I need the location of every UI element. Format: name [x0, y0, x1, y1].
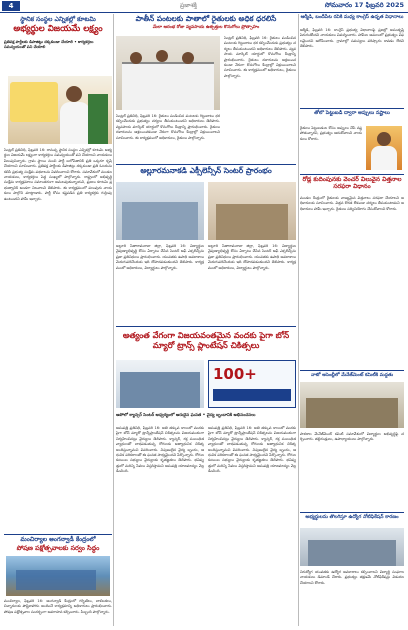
- feature-body-right: ఆసుపత్రి ప్రతినిధి, ఫిబ్రవరి 16: అతి తక్కువ కాలంలో వందకు పైగా బోన్ మ్యారో ట్రాన్స్‌ప్లాంటేషన్ చికిత్సలను విజయవంతంగా నిర్వహించినట్లు వైద్యులు తెలిపారు. క్యాన్సర్, రక్త సంబంధిత వ్యాధులతో బాధపడుతున్న రోగులకు అత్యాధునిక చికిత్స అందిస్తున్నామని వివరించారు. నిపుణులైన వైద్య బృందం, ఆధునిక పరికరాలతో ఈ ఘనత సాధ్యమైందని పేర్కొన్నారు. రోగుల కుటుంబ సభ్యులు వైద్యులకు కృతజ్ఞతలు తెలిపారు. భవిష్యత్తులో మరిన్ని సేవలు విస్తరిస్తామని ఆసుపత్రి యాజమాన్యం వెల్లడించింది.: [208, 426, 296, 474]
- right-second-headline: తోలొ పెట్టుబడి ద్వారా అప్పులు నష్టాలు: [314, 110, 390, 116]
- right-fifth-photo: [300, 528, 404, 566]
- lead-deck: ప్రతిపక్ష పార్టీలకు డిపాజిట్లు దక్కకుండా చేయాలి • కార్యకర్తలు సమన్వయంతో పని చేయాలి: [4, 39, 94, 49]
- person-head: [130, 52, 142, 64]
- top-deck: మేలా ఆరంభ రోజు వ్యవసాయ ఉత్పత్తుల కొనుగోలు ప్రోత్సాహం: [152, 25, 260, 30]
- top-body-right: సెంట్రల్ ప్రతినిధి, ఫిబ్రవరి 16: రైతులు పండించిన పంటలకు గిట్టుబాటు ధర కల్పించేందుకు ప్రభుత్వం చర్యలు తీసుకుంటుందని అధికారులు తెలిపారు. వ్యవసాయ మార్కెట్ యార్డులో కొనుగోలు కేంద్రాన్ని ప్రారంభించారు. రైతులు దళారులను ఆశ్రయించకుండా నేరుగా కొనుగోలు కేంద్రాల్లో విక్రయించాలని సూచించారు. ఈ కార్యక్రమంలో అధికారులు, రైతులు పాల్గొన్నారు.: [224, 36, 296, 78]
- lead-photo: [8, 76, 112, 144]
- portrait-photo: [366, 126, 402, 170]
- flag-graphic: [88, 94, 108, 144]
- brand-name: ప్రజాశక్తి: [180, 2, 197, 9]
- feature-banner-number: 100+: [213, 365, 257, 383]
- people-group: [122, 62, 214, 110]
- right-second-body: రైతులు పెట్టుబడుల కోసం అప్పులు చేసి నష్టపోతున్నారని, ప్రభుత్వం ఆదుకోవాలని నాయకులు కోరారు.: [300, 126, 362, 141]
- second-photo: [6, 556, 110, 596]
- middle-column: [116, 14, 296, 626]
- people-group: [122, 202, 198, 240]
- right-top-headline: ఆర్మీడి, బందీపేట రవికి మధ్య కాంగ్రెస్ ఉధృత విధానాలు: [300, 15, 404, 20]
- people-group: [306, 398, 398, 428]
- divider: [300, 370, 404, 371]
- poster-graphic: [10, 82, 58, 122]
- feature-headline: అత్యంత వేగంగా విజయవంతమైన వందకు పైగా బోన్ మ్యారో ట్రాన్స్ ప్లాంటేషన్ చికిత్సలు: [122, 330, 290, 350]
- right-column: [300, 14, 404, 626]
- lead-headline: అభ్యర్థుల విజయమే లక్ష్యం: [13, 24, 103, 34]
- lead-body: సెంట్రల్ ప్రతినిధి, ఫిబ్రవరి 16: రానున్న స్థానిక సంస్థల ఎన్నికల్లో కూటమి అభ్యర్థుల విజయమే లక్ష్యంగా కార్యకర్తలు సమన్వయంతో పని చేయాలని నాయకులు పిలుపునిచ్చారు. గ్రామ స్థాయి నుంచి పార్టీ బలోపేతానికి ప్రతి ఒక్కరూ కృషి చేయాలని సూచించారు. ప్రతిపక్ష పార్టీలకు డిపాజిట్లు దక్కకుండా ప్రతి ఓటరును కలిసి ప్రభుత్వ సంక్షేమ పథకాలను వివరించాలని కోరారు. సమావేశంలో మండల నాయకులు, కార్యకర్తలు పెద్ద సంఖ్యలో పాల్గొన్నారు. రాష్ట్రంలో అభివృద్ధి సంక్షేమ కార్యక్రమాలు సమాంతరంగా అమలవుతున్నాయని, ప్రజలు కూటమి ప్రభుత్వానికి అండగా నిలవాలని తెలిపారు. ఈ కార్యక్రమంలో పలువురు నాయకులు పాల్గొని మాట్లాడారు. పార్టీ కోసం కష్టపడిన ప్రతి కార్యకర్తకు గుర్తింపు ఉంటుందని హామీ ఇచ్చారు.: [4, 148, 112, 201]
- column-rule: [298, 14, 299, 626]
- person-body: [60, 102, 90, 144]
- right-fourth-headline: నాటో అసెంబ్లీలో మేనేజ్‌మెంట్ కమిటీకి మద్దతు: [310, 373, 394, 378]
- page-header: [0, 0, 408, 13]
- mid-body: అల్లూరి సీతారామరాజు జిల్లా, ఫిబ్రవరి 16: విద్యార్థుల నైపుణ్యాభివృద్ధి కోసం ఏర్పాటు చేసిన సెంటర్ ఆఫ్ ఎక్సలెన్స్‌ను ప్రజా ప్రతినిధులు ప్రారంభించారు. యువతకు ఉపాధి అవకాశాలు మెరుగుపరిచేందుకు ఇది దోహదపడుతుందని తెలిపారు. కార్యక్రమంలో అధికారులు, విద్యార్థులు పాల్గొన్నారు.: [116, 244, 204, 270]
- divider: [4, 534, 112, 535]
- person-head: [66, 86, 82, 102]
- feature-banner-graphic: [208, 360, 296, 408]
- mid-body-right: అల్లూరి సీతారామరాజు జిల్లా, ఫిబ్రవరి 16: విద్యార్థుల నైపుణ్యాభివృద్ధి కోసం ఏర్పాటు చేసిన సెంటర్ ఆఫ్ ఎక్సలెన్స్‌ను ప్రజా ప్రతినిధులు ప్రారంభించారు. యువతకు ఉపాధి అవకాశాలు మెరుగుపరిచేందుకు ఇది దోహదపడుతుందని తెలిపారు. కార్యక్రమంలో అధికారులు, విద్యార్థులు పాల్గొన్నారు.: [208, 244, 296, 270]
- right-fifth-body: నిరుద్యోగ యువతకు ఉద్యోగ అవకాశాలు కల్పించాలని విద్యార్థి సంఘాల నాయకులు డిమాండ్ చేశారు. ప్రభుత్వం తక్షణమే నోటిఫికేషన్లు విడుదల చేయాలని కోరారు.: [300, 570, 404, 585]
- second-deck: పోషణ పక్షోత్సవాలకు సర్వం సిద్ధం: [16, 544, 100, 552]
- top-body: సెంట్రల్ ప్రతినిధి, ఫిబ్రవరి 16: రైతులు పండించిన పంటలకు గిట్టుబాటు ధర కల్పించేందుకు ప్రభుత్వం చర్యలు తీసుకుంటుందని అధికారులు తెలిపారు. వ్యవసాయ మార్కెట్ యార్డులో కొనుగోలు కేంద్రాన్ని ప్రారంభించారు. రైతులు దళారులను ఆశ్రయించకుండా నేరుగా కొనుగోలు కేంద్రాల్లో విక్రయించాలని సూచించారు. ఈ కార్యక్రమంలో అధికారులు, రైతులు పాల్గొన్నారు.: [116, 114, 220, 140]
- lead-kicker: స్థానిక సంస్థల ఎన్నికల్లో కూటమి: [20, 16, 96, 23]
- people-group: [308, 540, 396, 566]
- top-photo: [116, 36, 220, 110]
- feature-photo: [116, 360, 204, 408]
- second-headline: మంచిర్యాల అంగన్వాడీ కేంద్రంలో: [20, 536, 96, 543]
- page-number: 4: [2, 1, 20, 11]
- right-top-body: ఆర్మీడి, ఫిబ్రవరి 16: కాంగ్రెస్ ప్రభుత్వ విధానాలపై ప్రజల్లో అసంతృప్తి పెరుగుతోందని నాయకులు విమర్శించారు. హామీల అమలులో ప్రభుత్వం విఫలమైందని ఆరోపించారు. గ్రామాల్లో సమస్యలు పరిష్కారం కావడం లేదని తెలిపారు.: [300, 28, 404, 49]
- left-column: [4, 14, 112, 626]
- divider: [116, 326, 296, 327]
- person-head: [377, 132, 391, 146]
- right-fourth-body: పాఠశాల మేనేజ్‌మెంట్ కమిటీ సమావేశంలో విద్యార్థుల అభివృద్ధిపై చర్చించారు. తల్లిదండ్రులు, ఉపాధ్యాయులు పాల్గొన్నారు.: [300, 432, 404, 442]
- divider: [300, 174, 404, 175]
- people-group: [216, 204, 288, 240]
- column-rule: [113, 14, 114, 626]
- right-third-headline: రోడ్ల కుదింపునకు వెంచర్ విలువైన విత్తనాల సరఫరా విధానం: [302, 176, 402, 190]
- mid-headline: అల్లూరమనాకడి ఎక్సీలెన్సీన్ సెంటర్ ప్రారంభం: [140, 166, 272, 175]
- divider: [116, 164, 296, 165]
- doctors-group: [120, 372, 200, 408]
- mid-photo-2: [208, 182, 296, 240]
- right-fifth-headline: అభ్యర్థులను తొలగిస్తూ ఉద్యోగ నోటిఫికేషన్ కారణం: [305, 515, 399, 520]
- person-body: [371, 146, 397, 170]
- top-headline: పాతీన్ పంటలకు పాతాలో రైతులకు అధిక ధరలిసే: [135, 14, 277, 23]
- divider: [300, 512, 404, 513]
- mid-photo: [116, 182, 204, 240]
- second-body: మంచిర్యాల, ఫిబ్రవరి 16: అంగన్వాడీ కేంద్రంలో గర్భిణీలు, బాలింతలు, చిన్నారులకు పౌష్టికాహారం అందించే కార్యక్రమాన్ని అధికారులు ప్రారంభించారు. పోషణ పక్షోత్సవాల సందర్భంగా అవగాహన కల్పించారు. సిబ్బంది పాల్గొన్నారు.: [4, 599, 112, 614]
- person-head: [182, 52, 194, 64]
- crowd-graphic: [16, 570, 96, 590]
- right-fourth-photo: [300, 382, 404, 428]
- feature-deck: అపోలో క్యాన్సర్ సెంటర్ ఆధ్వర్యంలో అరుదైన ఘనత • వైద్య బృందానికి అభినందనలు: [116, 412, 256, 417]
- dateline: సోమవారం 17 ఫిబ్రవరి 2025: [324, 1, 404, 9]
- person-head: [156, 50, 168, 62]
- right-third-body: మండల కేంద్రంలో రైతులకు నాణ్యమైన విత్తనాలు సరఫరా చేయాలని అధికారులకు సూచించారు. విత్తన కొరత లేకుండా చర్యలు తీసుకుంటామని అధికారులు హామీ ఇచ్చారు. రైతులు సద్వినియోగం చేసుకోవాలని కోరారు.: [300, 196, 404, 211]
- divider: [300, 108, 404, 109]
- feature-body: ఆసుపత్రి ప్రతినిధి, ఫిబ్రవరి 16: అతి తక్కువ కాలంలో వందకు పైగా బోన్ మ్యారో ట్రాన్స్‌ప్లాంటేషన్ చికిత్సలను విజయవంతంగా నిర్వహించినట్లు వైద్యులు తెలిపారు. క్యాన్సర్, రక్త సంబంధిత వ్యాధులతో బాధపడుతున్న రోగులకు అత్యాధునిక చికిత్స అందిస్తున్నామని వివరించారు. నిపుణులైన వైద్య బృందం, ఆధునిక పరికరాలతో ఈ ఘనత సాధ్యమైందని పేర్కొన్నారు. రోగుల కుటుంబ సభ్యులు వైద్యులకు కృతజ్ఞతలు తెలిపారు. భవిష్యత్తులో మరిన్ని సేవలు విస్తరిస్తామని ఆసుపత్రి యాజమాన్యం వెల్లడించింది.: [116, 426, 204, 474]
- banner-strip: [213, 389, 291, 401]
